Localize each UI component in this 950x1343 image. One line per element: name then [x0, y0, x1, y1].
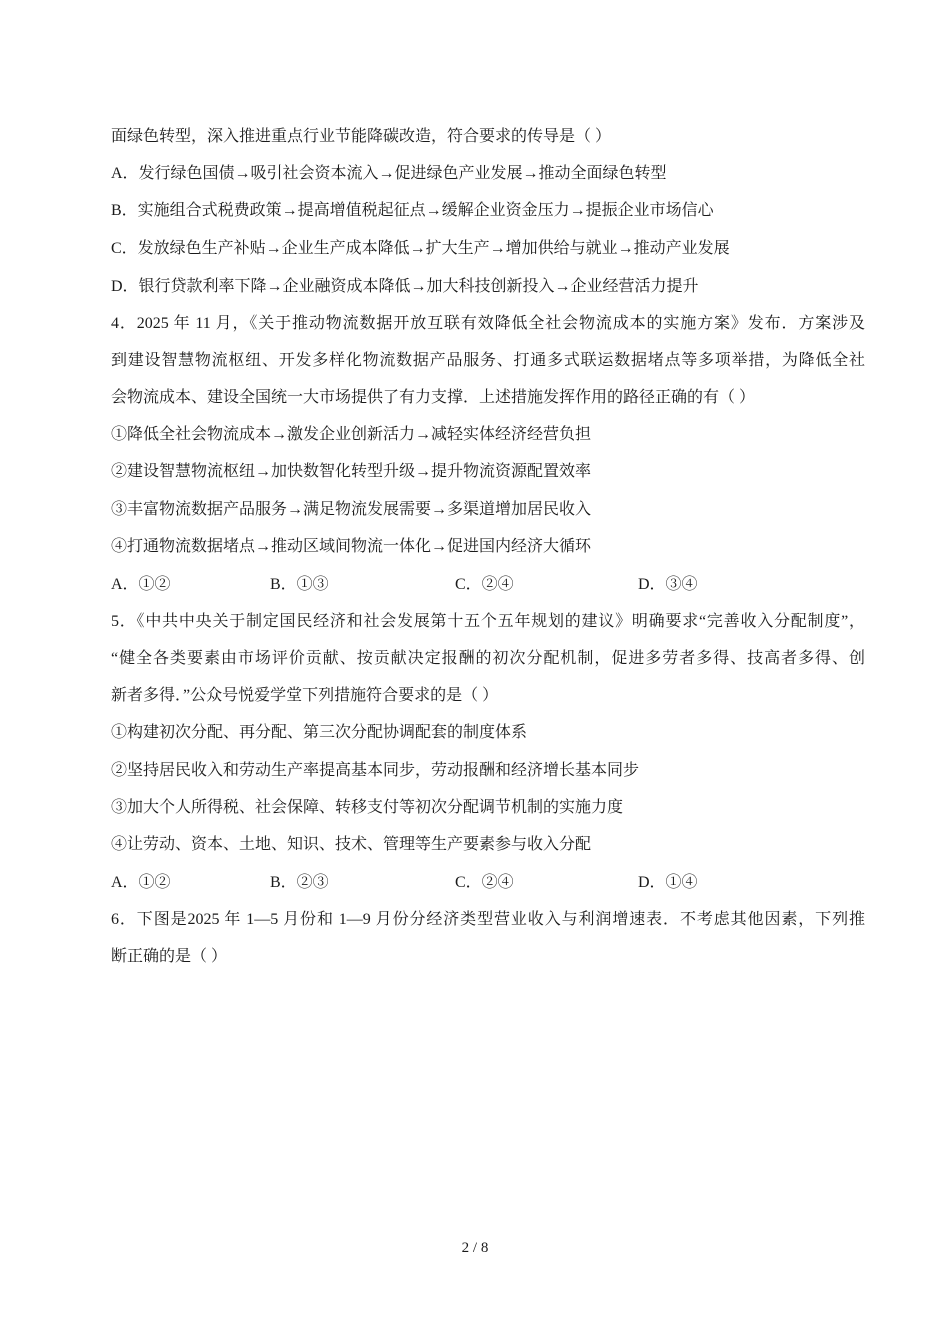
- q4-stem-line: 会物流成本、建设全国统一大市场提供了有力支撑．上述措施发挥作用的路径正确的有（ ）: [111, 389, 756, 406]
- q3-option-a: A．发行绿色国债→吸引社会资本流入→促进绿色产业发展→推动全面绿色转型: [111, 165, 667, 182]
- q5-stem-line: “健全各类要素由市场评价贡献、按贡献决定报酬的初次分配机制，促进多劳者多得、技高者多得、创: [111, 650, 865, 667]
- q5-stem-line: 5．《中共中央关于制定国民经济和社会发展第十五个五年规划的建议》明确要求“完善收入分配制度”，: [111, 613, 865, 630]
- q4-choice-d: D．③④: [638, 576, 698, 593]
- q4-choice-c: C．②④: [455, 576, 514, 593]
- q3-option-d: D．银行贷款利率下降→企业融资成本降低→加大科技创新投入→企业经营活力提升: [111, 278, 699, 295]
- q6-stem-line: 断正确的是（ ）: [111, 948, 228, 965]
- q4-choice-b: B．①③: [270, 576, 329, 593]
- q4-choices: [111, 574, 865, 596]
- q4-stem-line: 4．2025 年 11 月，《关于推动物流数据开放互联有效降低全社会物流成本的实施方案》发布．方案涉及: [111, 315, 865, 332]
- q5-choice-d: D．①④: [638, 874, 698, 891]
- q4-item: ③丰富物流数据产品服务→满足物流发展需要→多渠道增加居民收入: [111, 501, 592, 518]
- q5-item: ④让劳动、资本、土地、知识、技术、管理等生产要素参与收入分配: [111, 836, 592, 853]
- q5-item: ③加大个人所得税、社会保障、转移支付等初次分配调节机制的实施力度: [111, 799, 624, 816]
- q4-item: ②建设智慧物流枢纽→加快数智化转型升级→提升物流资源配置效率: [111, 463, 592, 480]
- q5-choice-a: A．①②: [111, 874, 171, 891]
- q5-stem-line: 新者多得．”公众号悦爱学堂下列措施符合要求的是（ ）: [111, 687, 499, 704]
- q4-choice-a: A．①②: [111, 576, 171, 593]
- q5-choice-b: B．②③: [270, 874, 329, 891]
- q5-choices: [111, 872, 865, 894]
- q3-option-c: C．发放绿色生产补贴→企业生产成本降低→扩大生产→增加供给与就业→推动产业发展: [111, 240, 730, 257]
- q4-stem-line: 到建设智慧物流枢纽、开发多样化物流数据产品服务、打通多式联运数据堵点等多项举措，为降低全社: [111, 352, 865, 369]
- q5-choice-c: C．②④: [455, 874, 514, 891]
- q5-item: ②坚持居民收入和劳动生产率提高基本同步，劳动报酬和经济增长基本同步: [111, 762, 640, 779]
- page-number: 2 / 8: [461, 1240, 489, 1256]
- q6-stem-line: 6．下图是2025 年 1—5 月份和 1—9 月份分经济类型营业收入与利润增速表．不考虑其他因素，下列推: [111, 911, 865, 928]
- q5-item: ①构建初次分配、再分配、第三次分配协调配套的制度体系: [111, 724, 528, 741]
- q4-item: ①降低全社会物流成本→激发企业创新活力→减轻实体经济经营负担: [111, 426, 592, 443]
- q3-stem-tail: 面绿色转型，深入推进重点行业节能降碳改造，符合要求的传导是（ ）: [111, 128, 612, 145]
- q3-option-b: B．实施组合式税费政策→提高增值税起征点→缓解企业资金压力→提振企业市场信心: [111, 202, 714, 219]
- q4-item: ④打通物流数据堵点→推动区域间物流一体化→促进国内经济大循环: [111, 538, 592, 555]
